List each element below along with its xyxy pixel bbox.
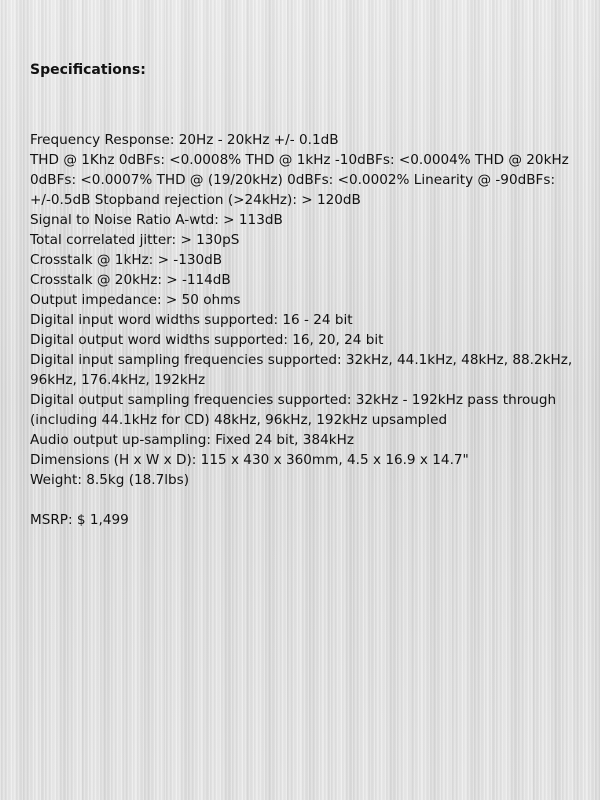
spec-input-sampling-frequencies: Digital input sampling frequencies supported: 32kHz, 44.1kHz, 48kHz, 88.2kHz, 96kHz, 176.4kHz, 192kHz xyxy=(30,352,573,388)
spec-output-impedance: Output impedance: > 50 ohms xyxy=(30,292,241,308)
spec-dimensions: Dimensions (H x W x D): 115 x 430 x 360mm, 4.5 x 16.9 x 14.7" xyxy=(30,452,469,468)
specifications-list xyxy=(30,130,578,490)
spec-crosstalk-1khz: Crosstalk @ 1kHz: > -130dB xyxy=(30,252,223,268)
spec-frequency-response: Frequency Response: 20Hz - 20kHz +/- 0.1dB xyxy=(30,132,339,148)
spec-up-sampling: Audio output up-sampling: Fixed 24 bit, 384kHz xyxy=(30,432,354,448)
specifications-heading: Specifications: xyxy=(30,62,146,78)
msrp-price: MSRP: $ 1,499 xyxy=(30,512,129,528)
spec-output-sampling-frequencies: Digital output sampling frequencies supported: 32kHz - 192kHz pass through (including 44.1kHz for CD) 48kHz, 96kHz, 192kHz upsampled xyxy=(30,392,557,428)
spec-weight: Weight: 8.5kg (18.7lbs) xyxy=(30,472,190,488)
spec-jitter: Total correlated jitter: > 130pS xyxy=(30,232,240,248)
spec-crosstalk-20khz: Crosstalk @ 20kHz: > -114dB xyxy=(30,272,231,288)
spec-output-word-widths: Digital output word widths supported: 16, 20, 24 bit xyxy=(30,332,384,348)
spec-signal-to-noise: Signal to Noise Ratio A-wtd: > 113dB xyxy=(30,212,283,228)
spec-thd-linearity: THD @ 1Khz 0dBFs: <0.0008% THD @ 1kHz -10dBFs: <0.0004% THD @ 20kHz 0dBFs: <0.0007% THD @ (19/20kHz) 0dBFs: <0.0002% Linearity @ -90dBFs: +/-0.5dB Stopband rejection (>24kHz): > 120dB xyxy=(30,152,569,208)
spec-input-word-widths: Digital input word widths supported: 16 - 24 bit xyxy=(30,312,353,328)
specifications-panel xyxy=(30,60,578,530)
